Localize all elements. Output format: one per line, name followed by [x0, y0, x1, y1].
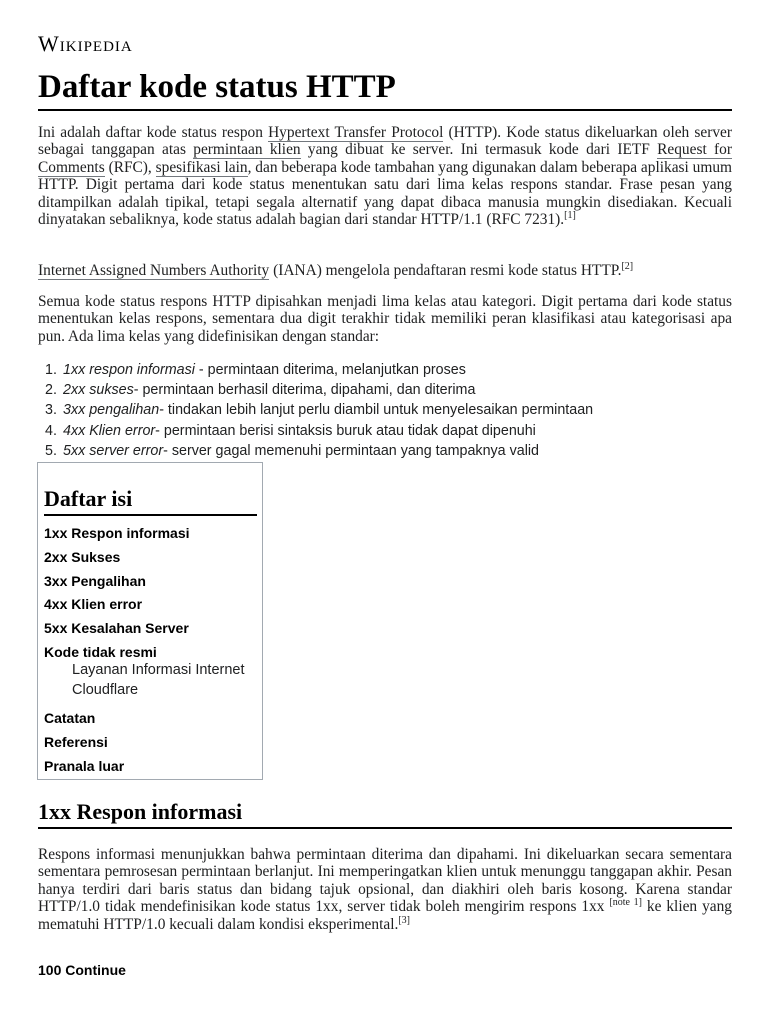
class-name: 1xx respon informasi — [63, 362, 195, 378]
list-item — [45, 360, 593, 380]
list-item — [45, 441, 593, 461]
toc-item-1xx[interactable]: 1xx Respon informasi — [44, 525, 190, 541]
link-iana[interactable]: Internet Assigned Numbers Authority — [38, 262, 270, 279]
class-description: - tindakan lebih lanjut perlu diambil untuk menyelesaikan permintaan — [159, 402, 594, 419]
toc-subitem-layanan-informasi-internet[interactable]: Layanan Informasi Internet — [72, 661, 245, 678]
toc-item-referensi[interactable]: Referensi — [44, 733, 108, 750]
toc-item-3xx[interactable]: 3xx Pengalihan — [44, 572, 146, 589]
list-number: 5. — [45, 442, 57, 459]
class-description: - permintaan berhasil diterima, dipahami, dan diterima — [133, 382, 476, 399]
reference-link-3[interactable]: [3] — [398, 914, 410, 926]
wikipedia-wordmark[interactable] — [38, 31, 133, 57]
toc-item-5xx[interactable]: 5xx Kesalahan Server — [44, 620, 189, 637]
link-permintaan-klien[interactable]: permintaan klien — [193, 141, 301, 159]
page-title: Daftar kode status HTTP — [38, 66, 732, 111]
status-class-list — [38, 360, 593, 461]
intro-paragraph-3: Semua kode status respons HTTP dipisahkan menjadi lima kelas atau kategori. Digit pertama dari kode status menentukan kelas respons, sementara dua digit terakhir tidak memiliki peran klasifikasi atau kategorisasi apa pun. Ada lima kelas yang didefinisikan dengan standar: — [38, 293, 732, 345]
class-description: - permintaan diterima, melanjutkan proses — [194, 362, 466, 378]
intro-text: (HTTP). Kode status dikeluarkan oleh server sebagai tanggapan atas — [38, 124, 732, 159]
intro-text: (IANA) mengelola pendaftaran resmi kode status HTTP. — [269, 262, 622, 279]
list-number: 1. — [45, 362, 57, 378]
class-name: 3xx pengalihan — [63, 402, 160, 419]
intro-text: yang dibuat ke server. Ini termasuk kode dari IETF — [300, 141, 658, 159]
section-1xx-paragraph — [38, 846, 732, 933]
toc-subitem-cloudflare[interactable]: Cloudflare — [72, 682, 139, 699]
intro-text: (RFC), — [104, 158, 156, 176]
list-number: 3. — [45, 402, 57, 419]
intro-text: , dan beberapa kode tambahan yang digunakan dalam beberapa aplikasi umum HTTP. Digit pertama dari kode status menentukan satu dari lima kelas respons standar. Frase pesan yang ditampilkan adalah tipikal, tetapi segala alternatif yang dapat dibaca manusia mungkin disediakan. Kecuali dinyatakan sebaliknya, kode status adalah bagian dari standar HTTP/1.1 (RFC 7231). — [38, 158, 733, 229]
section-heading-1xx: 1xx Respon informasi — [38, 798, 732, 829]
list-number: 4. — [45, 422, 57, 439]
section-text: ke klien yang mematuhi HTTP/1.0 kecuali dalam kondisi eksperimental. — [38, 898, 732, 933]
class-description: - server gagal memenuhi permintaan yang tampaknya valid — [163, 442, 539, 459]
section-text: Respons informasi menunjukkan bahwa permintaan diterima dan dipahami. Ini dikeluarkan secara sementara sementara pemrosesan permintaan berlanjut. Ini memperingatkan klien untuk menunggu tanggapan akhir. Pesan hanya terdiri dari baris status dan bidang tajuk opsional, dan diakhiri oleh baris kosong. Karena standar HTTP/1.0 tidak mendefinisikan kode status 1xx, server tidak boleh mengirim respons 1xx — [38, 846, 732, 916]
intro-paragraph-1 — [38, 124, 732, 228]
subsection-heading-100-continue: 100 Continue — [38, 962, 126, 978]
list-item — [45, 400, 594, 420]
list-item — [45, 421, 593, 441]
intro-paragraph-2 — [38, 262, 732, 279]
toc-item-kode-tidak-resmi[interactable]: Kode tidak resmi — [44, 643, 157, 660]
intro-text: Ini adalah daftar kode status respon — [38, 124, 269, 141]
toc-list — [44, 522, 257, 778]
reference-marker — [564, 210, 576, 221]
toc-item-catatan[interactable]: Catatan — [44, 709, 96, 726]
class-name: 5xx server error — [63, 442, 164, 459]
link-hypertext-transfer-protocol[interactable]: Hypertext Transfer Protocol — [268, 124, 444, 141]
reference-link-2[interactable]: [2] — [621, 261, 634, 272]
toc-title: Daftar isi — [44, 485, 257, 516]
note-link-1[interactable]: [note 1] — [609, 897, 642, 909]
reference-marker — [398, 915, 410, 926]
wordmark-text: Wikipedia — [38, 31, 133, 56]
reference-marker — [621, 261, 633, 272]
list-item — [45, 380, 593, 400]
toc-item-pranala-luar[interactable]: Pranala luar — [44, 757, 125, 774]
toc-item-2xx[interactable]: 2xx Sukses — [44, 548, 121, 565]
note-marker — [609, 897, 641, 908]
table-of-contents — [37, 462, 263, 780]
toc-item-4xx[interactable]: 4xx Klien error — [44, 596, 143, 613]
link-spesifikasi-lain[interactable]: spesifikasi lain — [155, 158, 248, 176]
class-name: 2xx sukses — [63, 382, 134, 399]
list-number: 2. — [45, 382, 57, 399]
class-name: 4xx Klien error — [63, 422, 156, 439]
link-request-for-comments[interactable]: Request for Comments — [38, 141, 732, 176]
class-description: - permintaan berisi sintaksis buruk atau tidak dapat dipenuhi — [155, 422, 536, 439]
reference-link-1[interactable]: [1] — [564, 210, 576, 222]
